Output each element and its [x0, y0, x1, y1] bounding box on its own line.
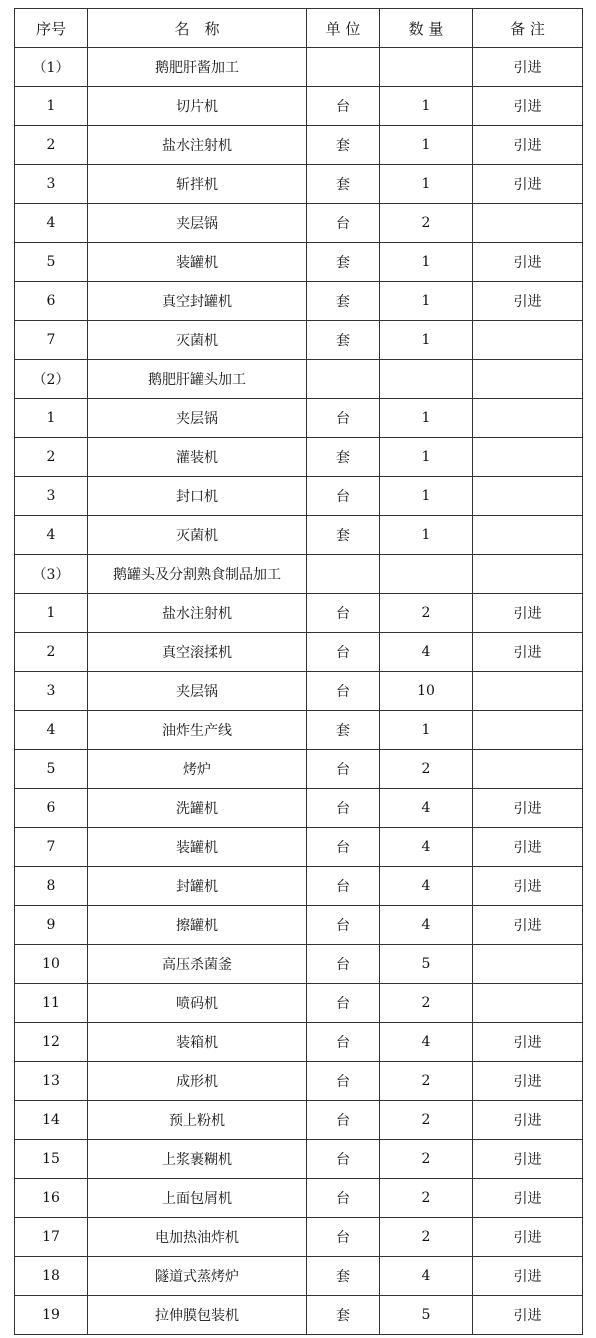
- cell-qty: 1: [380, 438, 473, 477]
- cell-note: [473, 438, 583, 477]
- cell-unit: 台: [307, 1023, 380, 1062]
- cell-qty: 1: [380, 165, 473, 204]
- section-row: [15, 360, 583, 399]
- cell-name: 上面包屑机: [88, 1179, 307, 1218]
- table-row: [15, 750, 583, 789]
- table-row: [15, 165, 583, 204]
- cell-unit: 台: [307, 750, 380, 789]
- table-row: [15, 1062, 583, 1101]
- cell-qty: 1: [380, 516, 473, 555]
- table-row: [15, 1218, 583, 1257]
- table-row: [15, 828, 583, 867]
- table-row: [15, 594, 583, 633]
- cell-unit: [307, 555, 380, 594]
- cell-seq: 13: [15, 1062, 88, 1101]
- cell-unit: 套: [307, 321, 380, 360]
- cell-note: [473, 477, 583, 516]
- cell-seq: 4: [15, 204, 88, 243]
- cell-seq: 6: [15, 789, 88, 828]
- cell-name: 鹅肥肝罐头加工: [88, 360, 307, 399]
- table-row: [15, 1179, 583, 1218]
- cell-unit: 台: [307, 477, 380, 516]
- cell-qty: 1: [380, 399, 473, 438]
- cell-unit: 台: [307, 1062, 380, 1101]
- cell-note: 引进: [473, 126, 583, 165]
- cell-unit: 台: [307, 1140, 380, 1179]
- table-row: [15, 1101, 583, 1140]
- cell-name: 上浆裹糊机: [88, 1140, 307, 1179]
- table-row: [15, 438, 583, 477]
- cell-unit: 套: [307, 516, 380, 555]
- cell-qty: 1: [380, 126, 473, 165]
- cell-qty: 4: [380, 906, 473, 945]
- equipment-table: [14, 8, 583, 1335]
- cell-note: 引进: [473, 1218, 583, 1257]
- cell-qty: 2: [380, 1218, 473, 1257]
- cell-seq: 18: [15, 1257, 88, 1296]
- cell-qty: [380, 555, 473, 594]
- table-row: [15, 87, 583, 126]
- cell-unit: 台: [307, 633, 380, 672]
- cell-name: 电加热油炸机: [88, 1218, 307, 1257]
- cell-unit: 台: [307, 906, 380, 945]
- cell-qty: 2: [380, 984, 473, 1023]
- table-row: [15, 1023, 583, 1062]
- cell-name: 盐水注射机: [88, 126, 307, 165]
- header-unit: 单 位: [307, 9, 380, 48]
- cell-name: 拉伸膜包装机: [88, 1296, 307, 1335]
- cell-seq: 19: [15, 1296, 88, 1335]
- cell-qty: 1: [380, 87, 473, 126]
- cell-qty: 1: [380, 321, 473, 360]
- table-row: [15, 126, 583, 165]
- cell-unit: 台: [307, 984, 380, 1023]
- cell-unit: 台: [307, 867, 380, 906]
- cell-note: [473, 555, 583, 594]
- cell-qty: 2: [380, 1062, 473, 1101]
- cell-note: 引进: [473, 48, 583, 87]
- cell-note: 引进: [473, 906, 583, 945]
- cell-qty: 4: [380, 867, 473, 906]
- header-name: 名 称: [88, 9, 307, 48]
- cell-note: 引进: [473, 1140, 583, 1179]
- cell-seq: 5: [15, 750, 88, 789]
- cell-name: 斩拌机: [88, 165, 307, 204]
- table-row: [15, 906, 583, 945]
- cell-note: [473, 711, 583, 750]
- cell-unit: 套: [307, 711, 380, 750]
- table-row: [15, 945, 583, 984]
- cell-note: 引进: [473, 867, 583, 906]
- cell-name: 鹅肥肝酱加工: [88, 48, 307, 87]
- table-row: [15, 321, 583, 360]
- table-row: [15, 477, 583, 516]
- cell-note: 引进: [473, 633, 583, 672]
- cell-note: 引进: [473, 594, 583, 633]
- cell-seq: 6: [15, 282, 88, 321]
- cell-name: 夹层锅: [88, 204, 307, 243]
- table-row: [15, 1257, 583, 1296]
- cell-note: [473, 984, 583, 1023]
- cell-name: 烤炉: [88, 750, 307, 789]
- table-row: [15, 711, 583, 750]
- section-row: [15, 555, 583, 594]
- cell-qty: 2: [380, 750, 473, 789]
- cell-unit: [307, 48, 380, 87]
- table-row: [15, 1296, 583, 1335]
- cell-unit: 台: [307, 1218, 380, 1257]
- table-row: [15, 399, 583, 438]
- header-qty: 数 量: [380, 9, 473, 48]
- cell-seq: 3: [15, 165, 88, 204]
- cell-seq: 2: [15, 438, 88, 477]
- table-row: [15, 243, 583, 282]
- cell-unit: 套: [307, 165, 380, 204]
- cell-name: 擦罐机: [88, 906, 307, 945]
- cell-seq: 1: [15, 399, 88, 438]
- cell-name: 夹层锅: [88, 399, 307, 438]
- cell-seq: 1: [15, 594, 88, 633]
- header-note: 备 注: [473, 9, 583, 48]
- cell-note: 引进: [473, 1296, 583, 1335]
- cell-seq: 3: [15, 477, 88, 516]
- cell-name: 高压杀菌釜: [88, 945, 307, 984]
- cell-name: 油炸生产线: [88, 711, 307, 750]
- cell-seq: 9: [15, 906, 88, 945]
- cell-seq: 2: [15, 633, 88, 672]
- cell-note: 引进: [473, 789, 583, 828]
- cell-note: 引进: [473, 165, 583, 204]
- cell-seq: （2）: [15, 360, 88, 399]
- cell-qty: 1: [380, 477, 473, 516]
- cell-name: 灌装机: [88, 438, 307, 477]
- cell-qty: 4: [380, 789, 473, 828]
- cell-note: 引进: [473, 1101, 583, 1140]
- cell-note: [473, 750, 583, 789]
- cell-seq: 14: [15, 1101, 88, 1140]
- cell-qty: 4: [380, 828, 473, 867]
- table-row: [15, 633, 583, 672]
- cell-unit: 台: [307, 789, 380, 828]
- cell-note: [473, 945, 583, 984]
- cell-note: 引进: [473, 1179, 583, 1218]
- cell-qty: 2: [380, 594, 473, 633]
- cell-unit: 套: [307, 243, 380, 282]
- cell-unit: 套: [307, 1257, 380, 1296]
- table-row: [15, 282, 583, 321]
- cell-unit: 套: [307, 438, 380, 477]
- cell-unit: 台: [307, 1179, 380, 1218]
- cell-qty: 10: [380, 672, 473, 711]
- table-row: [15, 789, 583, 828]
- cell-unit: 台: [307, 87, 380, 126]
- table-row: [15, 984, 583, 1023]
- cell-seq: （3）: [15, 555, 88, 594]
- cell-seq: 11: [15, 984, 88, 1023]
- cell-seq: 7: [15, 321, 88, 360]
- cell-seq: 1: [15, 87, 88, 126]
- cell-seq: 10: [15, 945, 88, 984]
- cell-qty: [380, 360, 473, 399]
- cell-name: 灭菌机: [88, 516, 307, 555]
- cell-seq: 7: [15, 828, 88, 867]
- cell-qty: 2: [380, 1179, 473, 1218]
- cell-qty: [380, 48, 473, 87]
- cell-note: 引进: [473, 87, 583, 126]
- cell-name: 成形机: [88, 1062, 307, 1101]
- cell-seq: 15: [15, 1140, 88, 1179]
- cell-note: [473, 204, 583, 243]
- table-row: [15, 1140, 583, 1179]
- table-row: [15, 204, 583, 243]
- cell-name: 真空封罐机: [88, 282, 307, 321]
- cell-note: 引进: [473, 1023, 583, 1062]
- cell-note: 引进: [473, 828, 583, 867]
- cell-name: 装罐机: [88, 828, 307, 867]
- cell-qty: 1: [380, 243, 473, 282]
- cell-seq: 17: [15, 1218, 88, 1257]
- cell-note: 引进: [473, 282, 583, 321]
- cell-qty: 1: [380, 711, 473, 750]
- cell-seq: 2: [15, 126, 88, 165]
- cell-qty: 4: [380, 1257, 473, 1296]
- cell-unit: 台: [307, 594, 380, 633]
- cell-qty: 5: [380, 945, 473, 984]
- cell-unit: 套: [307, 126, 380, 165]
- cell-seq: 8: [15, 867, 88, 906]
- cell-name: 喷码机: [88, 984, 307, 1023]
- cell-unit: [307, 360, 380, 399]
- cell-seq: 5: [15, 243, 88, 282]
- cell-name: 装箱机: [88, 1023, 307, 1062]
- cell-unit: 台: [307, 1101, 380, 1140]
- cell-name: 封罐机: [88, 867, 307, 906]
- cell-unit: 套: [307, 282, 380, 321]
- cell-unit: 台: [307, 399, 380, 438]
- section-row: [15, 48, 583, 87]
- cell-name: 鹅罐头及分割熟食制品加工: [88, 555, 307, 594]
- cell-name: 切片机: [88, 87, 307, 126]
- cell-seq: 3: [15, 672, 88, 711]
- cell-seq: 4: [15, 516, 88, 555]
- cell-name: 灭菌机: [88, 321, 307, 360]
- cell-seq: （1）: [15, 48, 88, 87]
- table-row: [15, 516, 583, 555]
- cell-qty: 4: [380, 1023, 473, 1062]
- table-header-row: [15, 9, 583, 48]
- cell-name: 装罐机: [88, 243, 307, 282]
- cell-note: [473, 672, 583, 711]
- header-seq: 序号: [15, 9, 88, 48]
- table-body: [15, 48, 583, 1335]
- cell-name: 隧道式蒸烤炉: [88, 1257, 307, 1296]
- cell-note: 引进: [473, 1062, 583, 1101]
- cell-note: [473, 516, 583, 555]
- cell-name: 封口机: [88, 477, 307, 516]
- cell-qty: 1: [380, 282, 473, 321]
- cell-qty: 2: [380, 1101, 473, 1140]
- cell-unit: 台: [307, 204, 380, 243]
- cell-seq: 4: [15, 711, 88, 750]
- cell-note: 引进: [473, 1257, 583, 1296]
- cell-note: [473, 360, 583, 399]
- cell-note: 引进: [473, 243, 583, 282]
- cell-unit: 台: [307, 672, 380, 711]
- cell-name: 盐水注射机: [88, 594, 307, 633]
- cell-name: 夹层锅: [88, 672, 307, 711]
- cell-unit: 套: [307, 1296, 380, 1335]
- cell-qty: 4: [380, 633, 473, 672]
- cell-note: [473, 321, 583, 360]
- table-row: [15, 867, 583, 906]
- cell-name: 洗罐机: [88, 789, 307, 828]
- cell-unit: 台: [307, 945, 380, 984]
- cell-note: [473, 399, 583, 438]
- cell-qty: 2: [380, 1140, 473, 1179]
- cell-qty: 5: [380, 1296, 473, 1335]
- cell-name: 预上粉机: [88, 1101, 307, 1140]
- cell-unit: 台: [307, 828, 380, 867]
- cell-seq: 12: [15, 1023, 88, 1062]
- table-row: [15, 672, 583, 711]
- cell-qty: 2: [380, 204, 473, 243]
- cell-name: 真空滚揉机: [88, 633, 307, 672]
- cell-seq: 16: [15, 1179, 88, 1218]
